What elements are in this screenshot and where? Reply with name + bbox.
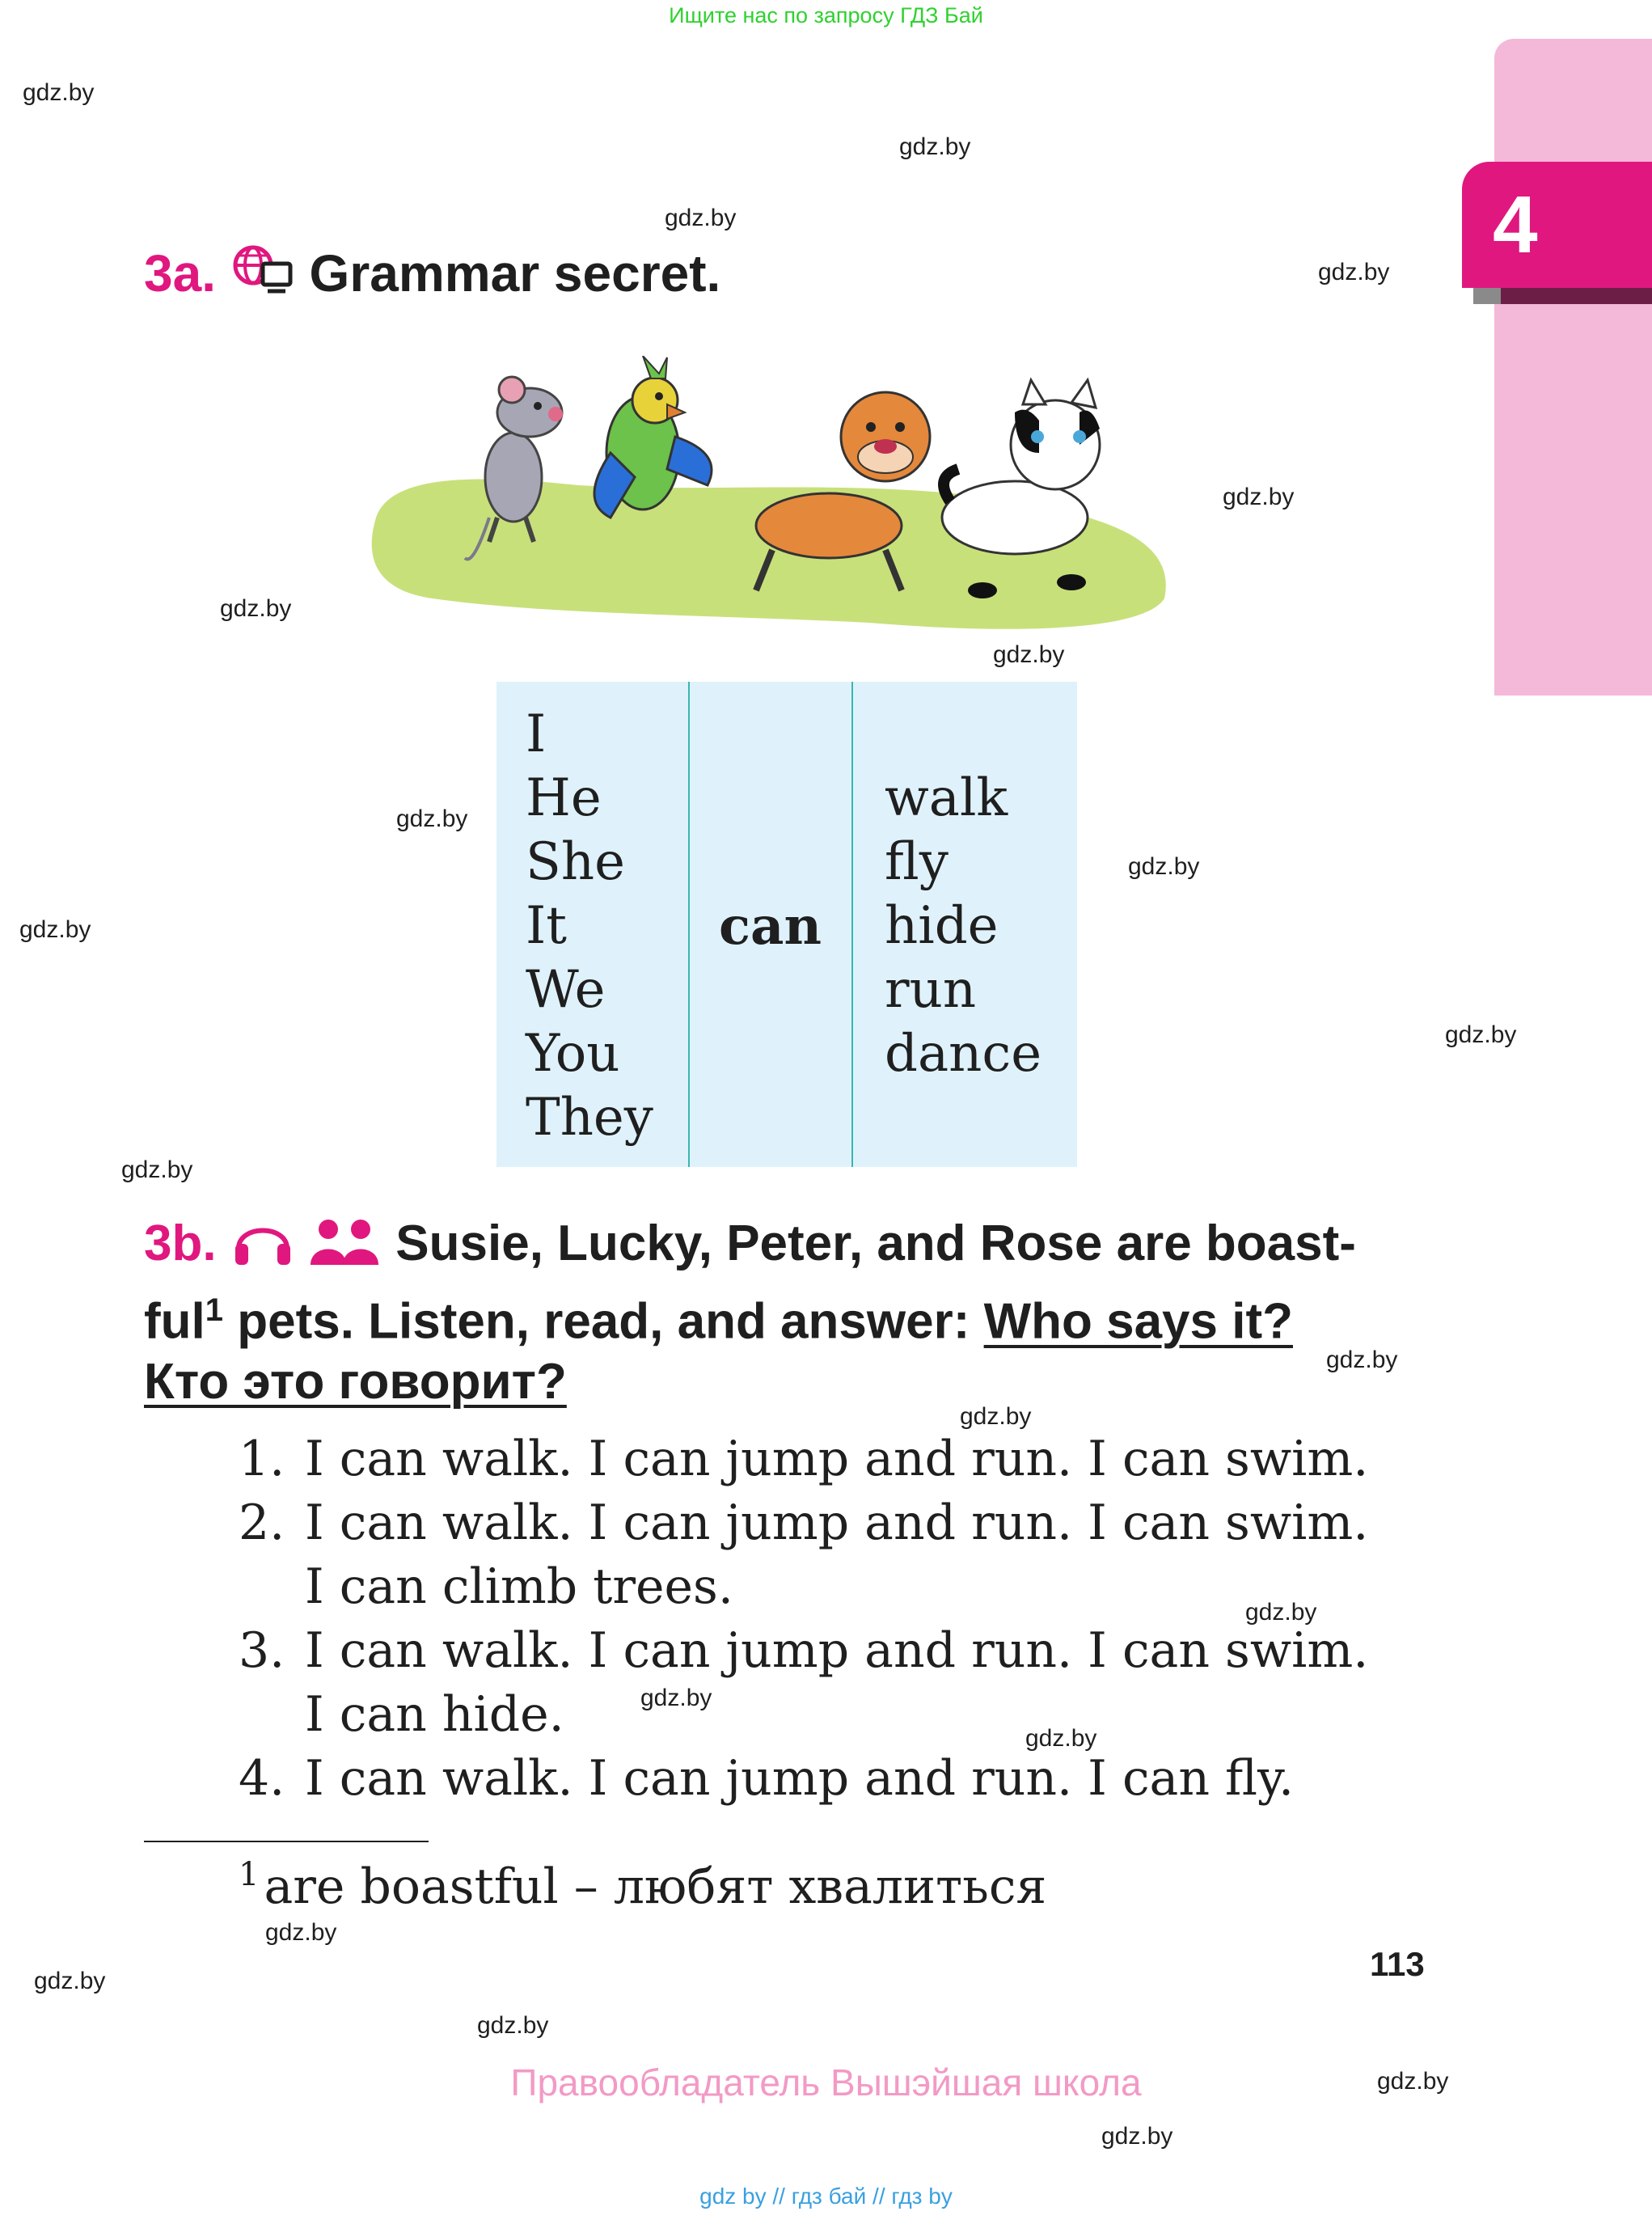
reading-line: I can walk. I can jump and run. I can fly. (305, 1750, 1295, 1807)
subject-item: It (526, 896, 567, 956)
verbs-column (885, 767, 1041, 1086)
search-hint-link[interactable]: Ищите нас по запросу ГДЗ Бай (669, 3, 983, 27)
footnote-rule (144, 1841, 429, 1842)
table-divider (688, 682, 690, 1167)
verb-item: walk (885, 768, 1008, 828)
verb-item: dance (885, 1024, 1042, 1084)
subject-item: He (526, 768, 602, 828)
watermark: gdz.by (1128, 853, 1200, 880)
rights-holder: Правообладатель Вышэйшая школа (510, 2061, 1142, 2103)
exercise-3b-line-2 (144, 1280, 1430, 1352)
grammar-table (496, 682, 1077, 1167)
exercise-3b-instructions (144, 1213, 1430, 1412)
verb-item: run (885, 960, 977, 1020)
reading-item (239, 1427, 1368, 1491)
watermark: gdz.by (1445, 1021, 1517, 1048)
subject-item: You (526, 1024, 620, 1084)
exercise-3b-line-1 (144, 1213, 1430, 1280)
watermark: gdz.by (1223, 484, 1295, 510)
subject-item: They (526, 1088, 653, 1148)
watermark: gdz.by (640, 1685, 712, 1711)
watermark: gdz.by (960, 1403, 1032, 1430)
watermark: gdz.by (34, 1968, 106, 1994)
watermark: gdz.by (1326, 1347, 1398, 1373)
exercise-3b-line-3 (144, 1352, 1430, 1412)
exercise-3b-text-1: Susie, Lucky, Peter, and Rose are boast- (395, 1216, 1356, 1271)
watermark: gdz.by (23, 79, 95, 106)
watermark: gdz.by (899, 133, 971, 160)
footnote-mark: 1 (205, 1292, 223, 1328)
watermark: gdz.by (220, 595, 292, 622)
footnote-number: 1 (239, 1856, 260, 1893)
reading-item (239, 1491, 1368, 1555)
bottom-links[interactable]: gdz by // гдз бай // гдз by (699, 2184, 953, 2209)
verb-item: fly (885, 832, 949, 892)
watermark: gdz.by (396, 805, 468, 832)
chapter-side-strip (1494, 39, 1652, 696)
reading-line: I can walk. I can jump and run. I can swim. (305, 1495, 1369, 1551)
pets-illustration (368, 356, 1177, 647)
exercise-3b-number: 3b. (144, 1216, 217, 1271)
watermark: gdz.by (1025, 1725, 1097, 1752)
question-english: Who says it? (983, 1293, 1293, 1350)
reading-item (239, 1619, 1368, 1683)
question-russian: Кто это говорит? (144, 1353, 567, 1410)
exercise-3b-text-2b: pets. Listen, read, and answer: (223, 1293, 984, 1350)
footnote (239, 1856, 1046, 1915)
reading-line: I can walk. I can jump and run. I can swim. (305, 1431, 1369, 1487)
reading-line: I can walk. I can jump and run. I can swim. (305, 1622, 1369, 1679)
table-divider (851, 682, 853, 1167)
subject-item: I (526, 704, 547, 764)
chapter-tab-bar-gray (1473, 288, 1501, 304)
reading-item-number: 3. (239, 1622, 285, 1679)
watermark: gdz.by (665, 205, 737, 231)
reading-line-continued: I can hide. (305, 1686, 564, 1743)
reading-item-number: 1. (239, 1431, 285, 1487)
footnote-text: are boastful – любят хвалиться (264, 1858, 1047, 1915)
exercise-3a-number: 3a. (144, 244, 216, 302)
subjects-column (526, 703, 653, 1150)
watermark: gdz.by (265, 1919, 337, 1946)
headphones-icon (230, 1213, 295, 1280)
modal-verb: can (719, 896, 822, 957)
chapter-tab-bar-dark (1501, 288, 1652, 304)
exercise-3b-text-2a: ful (144, 1293, 205, 1350)
watermark: gdz.by (477, 2012, 549, 2039)
watermark: gdz.by (1318, 259, 1390, 285)
reading-list (239, 1427, 1368, 1811)
verb-item: hide (885, 896, 999, 956)
reading-item-number: 2. (239, 1495, 285, 1551)
watermark: gdz.by (1245, 1599, 1317, 1626)
watermark: gdz.by (1101, 2123, 1173, 2150)
globe-screen-icon (230, 243, 295, 310)
reading-line-continued: I can climb trees. (305, 1558, 733, 1615)
chapter-number-tab: 4 (1462, 162, 1652, 288)
subject-item: She (526, 832, 625, 892)
watermark: gdz.by (19, 916, 91, 943)
pair-work-icon (309, 1216, 382, 1280)
exercise-3a-title: Grammar secret. (309, 244, 721, 302)
watermark: gdz.by (1377, 2068, 1449, 2095)
page-number: 113 (1370, 1945, 1425, 1983)
subject-item: We (526, 960, 606, 1020)
exercise-3a-heading (144, 243, 720, 310)
watermark: gdz.by (121, 1156, 193, 1183)
watermark: gdz.by (993, 641, 1065, 668)
reading-item (239, 1747, 1368, 1811)
reading-item-number: 4. (239, 1750, 285, 1807)
